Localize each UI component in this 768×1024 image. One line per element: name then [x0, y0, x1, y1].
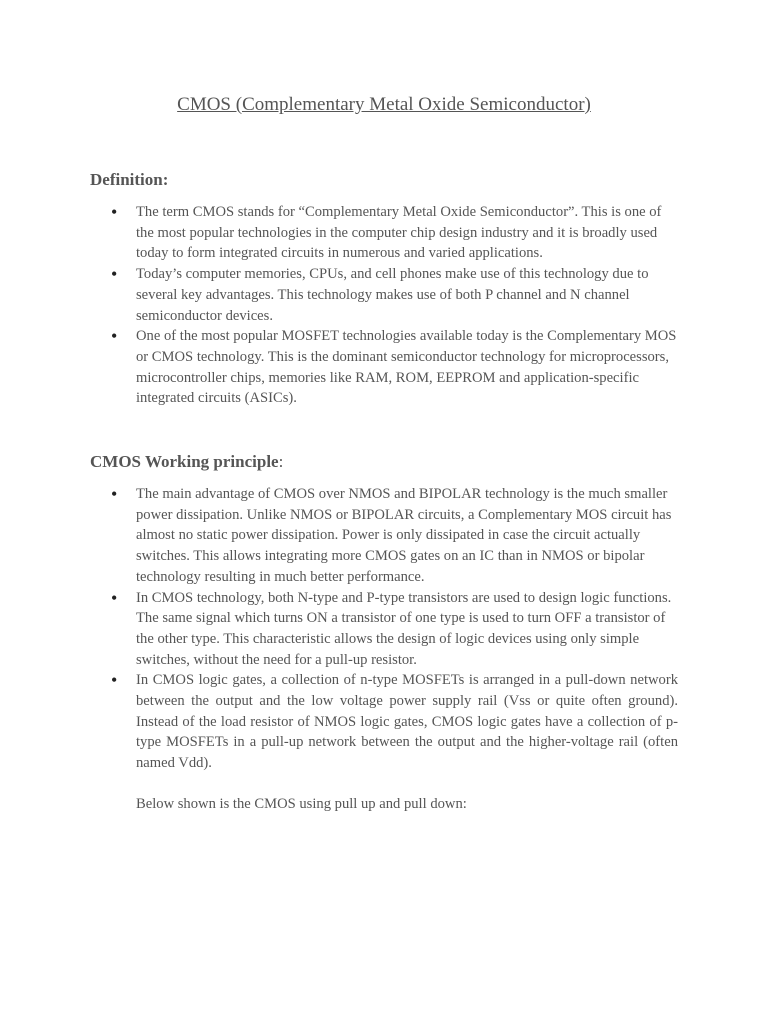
- list-item: • In CMOS logic gates, a collection of n-type MOSFETs is arranged in a pull-down network between the output and the low voltage power supply rail (Vss or quite often ground). Instead of the load resistor of NMOS logic gates, CMOS logic gates have a collection of p-type MOSFETs in a pull-up network between the output and the higher-voltage rail (often named Vdd).: [136, 670, 678, 774]
- working-principle-heading: [90, 452, 283, 472]
- pull-up-pull-down-note: Below shown is the CMOS using pull up and pull down:: [136, 796, 467, 812]
- list-item: • In CMOS technology, both N-type and P-type transistors are used to design logic functions. The same signal which turns ON a transistor of one type is used to turn OFF a transistor of the other type. This characteristic allows the design of logic devices using only simple switches, without the need for a pull-up resistor.: [136, 588, 678, 671]
- working-principle-heading-colon: :: [278, 452, 284, 471]
- working-principle-list: [136, 484, 678, 774]
- working-principle-heading-text: CMOS Working principle: [90, 452, 279, 471]
- list-item: • Today’s computer memories, CPUs, and cell phones make use of this technology due to several key advantages. This technology makes use of both P channel and N channel semiconductor devices.: [136, 264, 678, 326]
- list-item: • The term CMOS stands for “Complementary Metal Oxide Semiconductor”. This is one of the most popular technologies in the computer chip design industry and it is broadly used today to form integrated circuits in numerous and varied applications.: [136, 202, 678, 264]
- list-item: • One of the most popular MOSFET technologies available today is the Complementary MOS or CMOS technology. This is the dominant semiconductor technology for microprocessors, microcontroller chips, memories like RAM, ROM, EEPROM and application-specific integrated circuits (ASICs).: [136, 326, 678, 409]
- definition-list: [136, 202, 678, 409]
- list-item: • The main advantage of CMOS over NMOS and BIPOLAR technology is the much smaller power dissipation. Unlike NMOS or BIPOLAR circuits, a Complementary MOS circuit has almost no static power dissipation. Power is only dissipated in case the circuit actually switches. This allows integrating more CMOS gates on an IC than in NMOS or bipolar technology resulting in much better performance.: [136, 484, 678, 588]
- definition-heading: Definition:: [90, 170, 169, 189]
- document-title: CMOS (Complementary Metal Oxide Semiconductor): [177, 94, 591, 115]
